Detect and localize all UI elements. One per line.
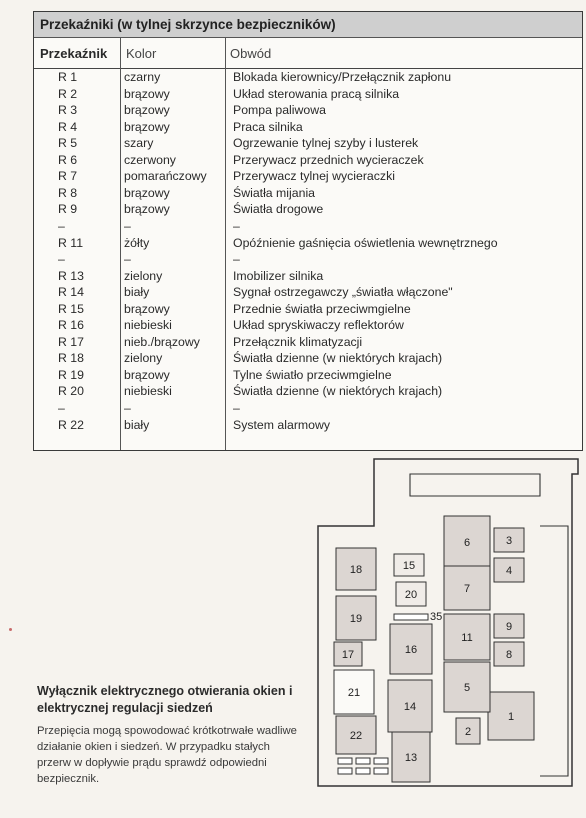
relay-19-label: 19 <box>349 613 363 625</box>
relay-cell: R 9 <box>58 202 78 217</box>
table-row <box>34 119 582 135</box>
circuit-cell: Przednie światła przeciwmgielne <box>233 301 411 316</box>
table-row <box>34 235 582 251</box>
relay-cell: R 19 <box>58 367 84 382</box>
circuit-cell: Układ sterowania pracą silnika <box>233 86 400 101</box>
relay-cell: R 5 <box>58 136 78 151</box>
relay-cell: – <box>58 401 65 415</box>
section-paragraph: Przepięcia mogą spowodować krótkotrwałe wadliwe działanie okien i siedzeń. W przypadku stałych przerw w dopływie prądu sprawdź odpowiedni bezpiecznik. <box>37 725 297 785</box>
relay-cell: R 3 <box>58 103 78 118</box>
relay-4-label: 4 <box>505 565 513 577</box>
circuit-cell: Sygnał ostrzegawczy „światła włączone" <box>233 285 453 300</box>
table-row <box>34 185 582 201</box>
circuit-cell: Przerywacz tylnej wycieraczki <box>233 169 395 184</box>
relay-2-label: 2 <box>464 726 472 738</box>
table-row <box>34 367 582 383</box>
relay-cell: R 14 <box>58 285 84 300</box>
circuit-cell: Światła dzienne (w niektórych krajach) <box>233 384 443 399</box>
relay-3-label: 3 <box>505 535 513 547</box>
color-cell: brązowy <box>124 185 170 200</box>
relay-cell: – <box>58 252 65 267</box>
relay-13-label: 13 <box>404 752 418 764</box>
color-cell: brązowy <box>124 367 170 382</box>
relay-cell: R 15 <box>58 301 84 316</box>
color-cell: – <box>124 401 131 415</box>
table-row <box>34 201 582 217</box>
circuit-cell: Ogrzewanie tylnej szyby i lusterek <box>233 136 419 151</box>
circuit-cell: Praca silnika <box>233 119 303 134</box>
table-row <box>34 317 582 333</box>
color-cell: brązowy <box>124 119 170 134</box>
relay-22-label: 22 <box>349 730 363 742</box>
color-cell: nieb./brązowy <box>124 334 200 349</box>
color-cell: zielony <box>124 351 163 366</box>
table-row <box>34 218 582 234</box>
table-row <box>34 301 582 317</box>
relay-8-label: 8 <box>505 649 513 661</box>
relay-16-label: 16 <box>404 644 418 656</box>
relay-18-label: 18 <box>349 564 363 576</box>
relay-cell: R 8 <box>58 185 78 200</box>
table-row <box>34 69 582 85</box>
header-relay: Przekaźnik <box>40 46 108 61</box>
color-cell: brązowy <box>124 301 170 316</box>
color-cell: biały <box>124 417 150 432</box>
relay-cell: R 1 <box>58 70 78 84</box>
relay-9-label: 9 <box>505 621 513 633</box>
header-circuit: Obwód <box>230 46 272 61</box>
color-cell: brązowy <box>124 86 170 101</box>
color-cell: niebieski <box>124 318 172 333</box>
table-row <box>34 334 582 350</box>
relay-7-label: 7 <box>463 583 471 595</box>
header-color: Kolor <box>126 46 157 61</box>
circuit-cell: Pompa paliwowa <box>233 103 326 118</box>
color-cell: szary <box>124 136 154 151</box>
table-row <box>34 417 582 433</box>
color-cell: niebieski <box>124 384 172 399</box>
relay-11-label: 11 <box>461 632 473 644</box>
color-cell: brązowy <box>124 103 170 118</box>
circuit-cell: Opóźnienie gaśnięcia oświetlenia wewnętrznego <box>233 235 498 250</box>
color-cell: czerwony <box>124 152 176 167</box>
circuit-cell: – <box>233 401 240 415</box>
fuse-box-diagram <box>310 456 582 794</box>
circuit-cell: System alarmowy <box>233 417 331 432</box>
relay-5-label: 5 <box>463 682 471 694</box>
table-row <box>34 268 582 284</box>
relay-cell: R 2 <box>58 86 78 101</box>
color-cell: pomarańczowy <box>124 169 207 184</box>
relay-14-label: 14 <box>403 701 417 713</box>
table-title: Przekaźniki (w tylnej skrzynce bezpieczników) <box>34 12 582 38</box>
relay-20-label: 20 <box>404 589 418 601</box>
relay-cell: R 22 <box>58 417 84 432</box>
circuit-cell: – <box>233 252 240 267</box>
circuit-cell: Przerywacz przednich wycieraczek <box>233 152 424 167</box>
table-row <box>34 383 582 399</box>
relay-cell: R 16 <box>58 318 84 333</box>
color-cell: żółty <box>124 235 150 250</box>
small-fuses <box>338 758 388 774</box>
fuse-35-label: 35 <box>430 611 443 623</box>
table-row <box>34 284 582 300</box>
color-cell: – <box>124 218 131 233</box>
relay-1-label: 1 <box>507 711 515 723</box>
relay-table <box>33 11 583 451</box>
circuit-cell: Światła drogowe <box>233 202 324 217</box>
circuit-cell: Blokada kierownicy/Przełącznik zapłonu <box>233 70 452 84</box>
relay-cell: R 17 <box>58 334 84 349</box>
relay-cell: R 11 <box>58 235 84 250</box>
relay-cell: R 18 <box>58 351 84 366</box>
table-row <box>34 135 582 151</box>
section-heading: Wyłącznik elektrycznego otwierania okien i elektrycznej regulacji siedzeń <box>37 684 293 715</box>
circuit-cell: Światła dzienne (w niektórych krajach) <box>233 351 443 366</box>
table-row <box>34 251 582 267</box>
fuse-35 <box>394 614 428 620</box>
stray-mark <box>9 628 12 631</box>
circuit-cell: Przełącznik klimatyzacji <box>233 334 363 349</box>
circuit-cell: – <box>233 218 240 233</box>
relay-cell: – <box>58 218 65 233</box>
color-cell: – <box>124 252 131 267</box>
table-row <box>34 86 582 102</box>
relay-cell: R 6 <box>58 152 78 167</box>
table-row <box>34 400 582 416</box>
circuit-cell: Układ spryskiwaczy reflektorów <box>233 318 404 333</box>
table-header-row <box>34 38 582 69</box>
circuit-cell: Imobilizer silnika <box>233 268 324 283</box>
color-cell: czarny <box>124 70 161 84</box>
relay-6-label: 6 <box>463 537 471 549</box>
circuit-cell: Tylne światło przeciwmgielne <box>233 367 392 382</box>
table-row <box>34 102 582 118</box>
color-cell: biały <box>124 285 150 300</box>
relay-17-label: 17 <box>341 649 355 661</box>
color-cell: brązowy <box>124 202 170 217</box>
relay-cell: R 4 <box>58 119 78 134</box>
circuit-cell: Światła mijania <box>233 185 316 200</box>
table-row <box>34 350 582 366</box>
relay-21-label: 21 <box>347 687 361 699</box>
table-row <box>34 168 582 184</box>
relay-cell: R 20 <box>58 384 84 399</box>
relay-cell: R 7 <box>58 169 78 184</box>
relay-cell: R 13 <box>58 268 84 283</box>
color-cell: zielony <box>124 268 163 283</box>
relay-15-label: 15 <box>402 560 416 572</box>
table-row <box>34 152 582 168</box>
